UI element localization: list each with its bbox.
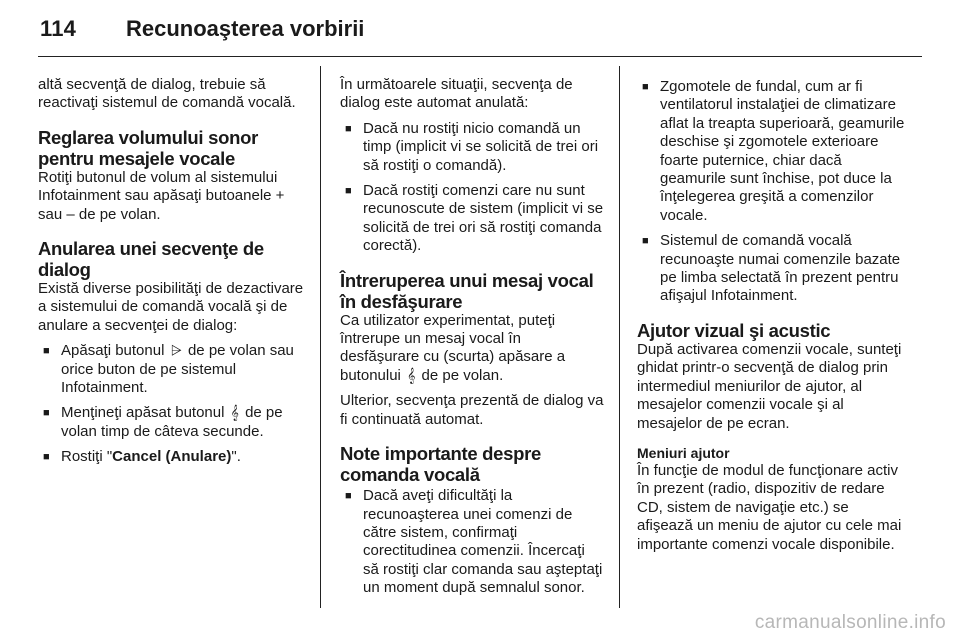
bullet-list	[340, 487, 604, 597]
bullet-list	[38, 342, 308, 466]
list-item: ■ Dacă aveţi dificultăţi la recunoaşterea unei comenzi de către sistem, confirmaţi corectitudinea comenzii. Încercaţi să rostiţi clar comanda sau aşteptaţi un moment după semnalul sonor.	[345, 487, 604, 597]
paragraph: Rotiţi butonul de volum al sistemului Infotainment sau apăsaţi butoanele + sau – de pe volan.	[38, 168, 285, 223]
cancel-button-icon: ⩥	[170, 343, 182, 360]
paragraph: În următoarele situaţii, secvenţa de dialog este automat anulată:	[340, 76, 573, 112]
list-item-text: ".	[231, 448, 241, 466]
voice-button-icon: 𝄞	[407, 367, 416, 384]
bullet-list	[637, 78, 905, 306]
list-item-text: Rostiţi "	[61, 448, 113, 466]
list-item	[43, 342, 308, 397]
watermark: carmanualsonline.info	[754, 612, 946, 633]
list-item: ■ Zgomotele de fundal, cum ar fi ventilatorul instalaţiei de climatizare aflat la treapta superioară, geamurile deschise şi zgomotele exterioare foarte puternice, chiar dacă geamurile sunt închise, pot duce la înţelegerea greşită a comenzilor vocale.	[642, 78, 905, 225]
list-item: ■ Dacă rostiţi comenzi care nu sunt recunoscute de sistem (implicit vi se solicită de trei ori să rostiţi comanda corectă).	[345, 182, 604, 256]
column-divider	[619, 66, 620, 608]
column-3	[637, 76, 905, 608]
section-heading: Note importante despre comanda vocală	[340, 443, 542, 486]
subsection-heading: Meniuri ajutor	[637, 444, 730, 461]
list-item	[43, 448, 308, 466]
paragraph: În funcţie de modul de funcţionare activ în prezent (radio, dispozitiv de redare CD, sistem de navigaţie etc.) se afişează un meniu de ajutor cu cele mai importante comenzi vocale disponibile.	[637, 461, 902, 553]
section-heading: Anularea unei secvenţe de dialog	[38, 238, 264, 281]
voice-button-icon: 𝄞	[230, 405, 239, 422]
section-heading: Reglarea volumului sonor pentru mesajele vocale	[38, 126, 258, 169]
column-divider	[320, 66, 321, 608]
page-header	[38, 16, 922, 57]
voice-command: Cancel (Anulare)	[112, 448, 232, 466]
list-item: ■ Dacă nu rostiţi nicio comandă un timp (implicit vi se solicită de trei ori să rostiţi o comandă).	[345, 120, 604, 175]
bullet-list	[340, 120, 604, 256]
page-title: Recunoaşterea vorbirii	[126, 16, 365, 41]
paragraph-text: de pe volan.	[421, 366, 504, 384]
section-heading: Ajutor vizual şi acustic	[637, 319, 831, 341]
list-item: ■ Sistemul de comandă vocală recunoaşte numai comenzile bazate pe limba selectată în prezent pentru afişajul Infotainment.	[642, 232, 905, 306]
paragraph: Ulterior, secvenţa prezentă de dialog va fi continuată automat.	[340, 392, 604, 428]
column-2	[340, 76, 604, 608]
list-item-text: Menţineţi apăsat butonul	[61, 404, 225, 422]
paragraph	[340, 312, 604, 386]
list-item	[43, 404, 308, 441]
paragraph: Există diverse posibilităţi de dezactivare a sistemului de comandă vocală şi de anulare a secvenţei de dialog:	[38, 280, 304, 334]
section-heading: Întreruperea unui mesaj vocal în desfăşurare	[340, 269, 594, 312]
page-number: 114	[40, 16, 77, 41]
paragraph: altă secvenţă de dialog, trebuie să reactivaţi sistemul de comandă vocală.	[38, 76, 296, 112]
column-1	[38, 76, 308, 608]
paragraph: După activarea comenzii vocale, sunteţi ghidat printr-o secvenţă de dialog prin intermediul meniurilor de ajutor, al mesajelor comenzii vocale şi al mesajelor de pe ecran.	[637, 340, 902, 432]
list-item-text: de pe volan sau orice buton de pe sistemul Infotainment.	[61, 342, 294, 397]
list-item-text: de pe volan timp de câteva secunde.	[61, 404, 283, 440]
paragraph-text: Ca utilizator experimentat, puteţi întrerupe un mesaj vocal în desfăşurare cu (scurta) apăsare a butonului	[340, 311, 566, 384]
list-item-text: Apăsaţi butonul	[61, 342, 165, 360]
